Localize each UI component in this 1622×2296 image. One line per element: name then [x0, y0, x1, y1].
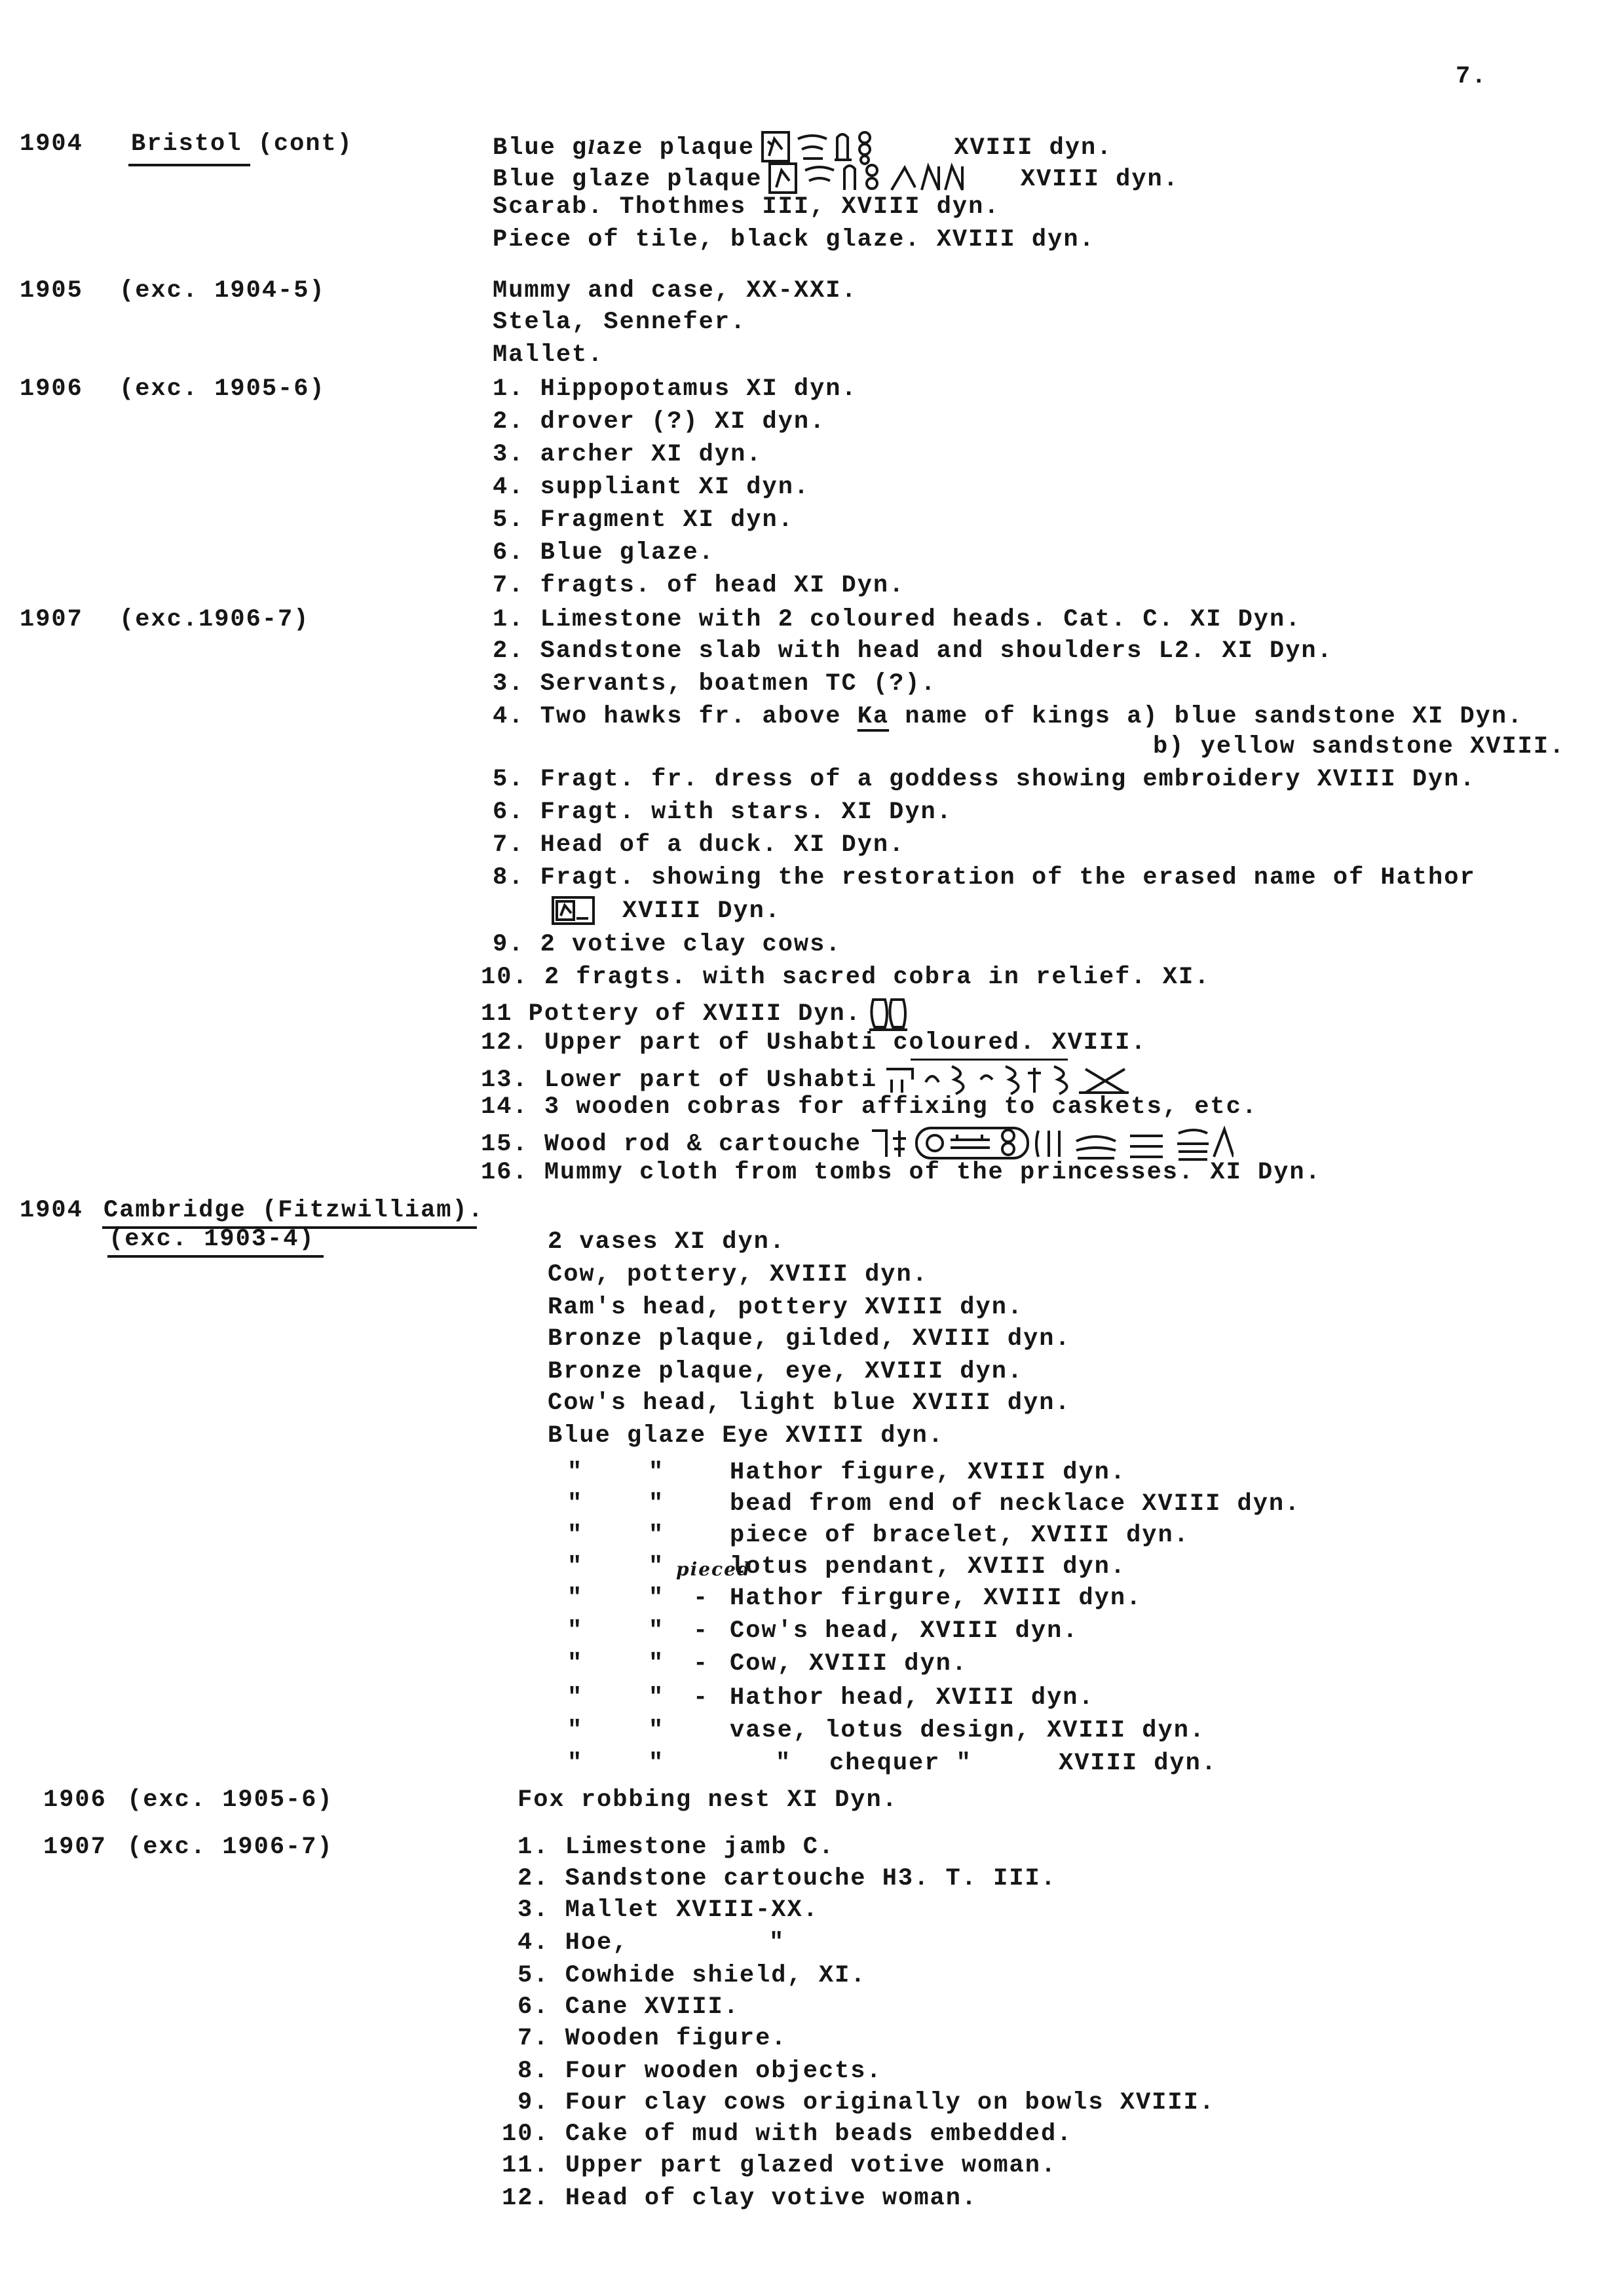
year-label: 1906: [43, 1786, 107, 1814]
list-item: 1. Limestone with 2 coloured heads. Cat. C. XI Dyn.: [493, 606, 1302, 633]
excavation-label: (exc. 1905-6): [119, 375, 326, 403]
entry-line: Scarab. Thothmes III, XVIII dyn.: [493, 193, 1000, 221]
ditto-mark: ": [649, 1750, 665, 1777]
entry-line: Hathor head, XVIII dyn.: [730, 1684, 1095, 1712]
ditto-mark: ": [567, 1490, 584, 1518]
year-label: 1906: [20, 375, 83, 403]
list-item: 6. Cane XVIII.: [518, 1993, 740, 2021]
list-item: 3. Servants, boatmen TC (?).: [493, 670, 937, 698]
museum-name: Cambridge (Fitzwilliam).: [104, 1197, 484, 1224]
list-item: 13. Lower part of Ushabti: [481, 1060, 1137, 1099]
list-item: 12. Head of clay votive woman.: [502, 2185, 978, 2212]
year-label: 1907: [43, 1834, 107, 1861]
entry-line: chequer ": [829, 1750, 972, 1777]
list-item: 9. 2 votive clay cows.: [493, 931, 842, 958]
list-item: 3. Mallet XVIII-XX.: [518, 1896, 819, 1924]
entry-line: Hathor figure, XVIII dyn.: [730, 1459, 1127, 1486]
entry-line: XVIII dyn.: [1059, 1750, 1218, 1777]
museum-name: Bristol: [131, 130, 242, 158]
entry-line: Cow's head, XVIII dyn.: [730, 1617, 1079, 1645]
tick-mark: -: [693, 1650, 709, 1678]
excavation-label: (exc. 1906-7): [127, 1834, 333, 1861]
list-item: 4. suppliant XI dyn.: [493, 474, 810, 501]
excavation-label: (exc. 1905-6): [127, 1786, 333, 1814]
entry-line: Hathor firgure, XVIII dyn.: [730, 1585, 1142, 1612]
excavation-label: (exc. 1903-4): [109, 1226, 315, 1253]
entry-line: Cow, pottery, XVIII dyn.: [548, 1261, 928, 1289]
list-item-continuation: b) yellow sandstone XVIII.: [1153, 733, 1566, 761]
list-item: 7. Wooden figure.: [518, 2025, 787, 2052]
entry-line: Blue glaze Eye XVIII dyn.: [548, 1422, 945, 1450]
entry-line: 2 vases XI dyn.: [548, 1228, 786, 1256]
ditto-mark: ": [649, 1617, 665, 1645]
ditto-mark: ": [567, 1522, 584, 1549]
entry-line: vase, lotus design, XVIII dyn.: [730, 1717, 1206, 1744]
ditto-mark: ": [649, 1717, 665, 1744]
ditto-mark: ": [769, 1929, 785, 1957]
tick-mark: -: [693, 1585, 709, 1612]
entry-line: Mummy and case, XX-XXI.: [493, 277, 858, 305]
list-item: 3. archer XI dyn.: [493, 441, 763, 468]
handwritten-insertion: pieced: [676, 1558, 751, 1580]
entry-line: bead from end of necklace XVIII dyn.: [730, 1490, 1301, 1518]
museum-heading-bristol: [131, 130, 353, 159]
ditto-mark: ": [567, 1585, 584, 1612]
list-item: 5. Fragt. fr. dress of a goddess showing embroidery XVIII Dyn.: [493, 766, 1476, 793]
list-item: 2. Sandstone slab with head and shoulders L2. XI Dyn.: [493, 637, 1333, 665]
ditto-mark: ": [649, 1522, 665, 1549]
entry-line: Fox robbing nest XI Dyn.: [518, 1786, 898, 1814]
entry-line: Bronze plaque, gilded, XVIII dyn.: [548, 1325, 1071, 1353]
ditto-mark: ": [567, 1684, 584, 1712]
list-item: 10. 2 fragts. with sacred cobra in relief. XI.: [481, 964, 1211, 991]
ditto-mark: ": [567, 1553, 584, 1581]
entry-line: Piece of tile, black glaze. XVIII dyn.: [493, 226, 1095, 254]
year-label: 1905: [20, 277, 83, 305]
year-1904-bristol: 1904: [20, 130, 83, 158]
list-item: 5. Fragment XI dyn.: [493, 506, 794, 534]
ditto-mark: ": [567, 1750, 584, 1777]
list-item: 14. 3 wooden cobras for affixing to caskets, etc.: [481, 1093, 1258, 1121]
list-item: 6. Blue glaze.: [493, 539, 715, 567]
list-item: 4. Two hawks fr. above Ka name of kings a) blue sandstone XI Dyn.: [493, 703, 1524, 730]
ditto-mark: ": [649, 1684, 665, 1712]
list-item: 9. Four clay cows originally on bowls XVIII.: [518, 2089, 1215, 2117]
list-item: 2. Sandstone cartouche H3. T. III.: [518, 1865, 1057, 1892]
underline-rule: [107, 1255, 324, 1258]
hathor-hieroglyph-icon: [550, 895, 596, 926]
entry-line: Blue glaze plaque XVIII dyn.: [493, 161, 1179, 197]
handwritten-correction: l: [588, 136, 596, 159]
list-item: 1. Limestone jamb C.: [518, 1834, 835, 1861]
list-item: 5. Cowhide shield, XI.: [518, 1962, 867, 1989]
entry-line: Bronze plaque, eye, XVIII dyn.: [548, 1358, 1024, 1385]
hieroglyph-group-icon: [760, 130, 917, 165]
list-item: 6. Fragt. with stars. XI Dyn.: [493, 799, 952, 826]
entry-line: Cow's head, light blue XVIII dyn.: [548, 1389, 1071, 1417]
vessel-hieroglyph-icon: [867, 996, 913, 1031]
ditto-mark: ": [649, 1490, 665, 1518]
list-item: 1. Hippopotamus XI dyn.: [493, 375, 858, 403]
excavation-label: (exc.1906-7): [119, 606, 310, 633]
tick-mark: -: [693, 1617, 709, 1645]
hieroglyph-group-icon: [767, 161, 983, 197]
ditto-mark: ": [649, 1650, 665, 1678]
excavation-label: (exc. 1904-5): [119, 277, 326, 305]
entry-line: Stela, Sennefer.: [493, 309, 747, 336]
list-item: 11 Pottery of XVIII Dyn.: [481, 996, 918, 1031]
underlined-word: Ka: [857, 703, 890, 730]
list-item: 8. Four wooden objects.: [518, 2058, 882, 2085]
entry-line: Mallet.: [493, 341, 604, 369]
ditto-mark: ": [567, 1459, 584, 1486]
entry-line: piece of bracelet, XVIII dyn.: [730, 1522, 1190, 1549]
ditto-mark: ": [567, 1650, 584, 1678]
year-label: 1907: [20, 606, 83, 633]
year-1904-cambridge: 1904: [20, 1197, 83, 1224]
list-item: 7. fragts. of head XI Dyn.: [493, 572, 905, 599]
ditto-mark: ": [567, 1717, 584, 1744]
page-number: 7.: [1456, 63, 1488, 90]
entry-line: lotus pendant, XVIII dyn.: [730, 1553, 1127, 1581]
underline-rule: [128, 164, 250, 166]
entry-line: Cow, XVIII dyn.: [730, 1650, 968, 1678]
list-item: 16. Mummy cloth from tombs of the princesses. XI Dyn.: [481, 1159, 1321, 1186]
list-item: 2. drover (?) XI dyn.: [493, 408, 826, 436]
list-item: 12. Upper part of Ushabti coloured. XVIII.: [481, 1029, 1147, 1057]
ditto-mark: ": [649, 1585, 665, 1612]
list-item: 11. Upper part glazed votive woman.: [502, 2152, 1057, 2179]
entry-line: Ram's head, pottery XVIII dyn.: [548, 1294, 1024, 1321]
ditto-mark: ": [567, 1617, 584, 1645]
list-item: 10. Cake of mud with beads embedded.: [502, 2120, 1073, 2148]
list-item-continuation: XVIII Dyn.: [550, 895, 781, 926]
list-item: 8. Fragt. showing the restoration of the erased name of Hathor: [493, 864, 1476, 892]
museum-note: (cont): [257, 130, 353, 158]
ditto-mark: ": [649, 1553, 665, 1581]
entry-line: Blue glaze plaque XVIII dyn.: [493, 130, 1112, 165]
ditto-mark: ": [776, 1750, 792, 1777]
ditto-mark: ": [649, 1459, 665, 1486]
list-item: 7. Head of a duck. XI Dyn.: [493, 831, 905, 859]
tick-mark: -: [693, 1684, 709, 1712]
list-item: 15. Wood rod & cartouche: [481, 1124, 1239, 1163]
list-item: 4. Hoe,: [518, 1929, 629, 1957]
cartouche-hieroglyph-icon: [867, 1124, 1234, 1163]
